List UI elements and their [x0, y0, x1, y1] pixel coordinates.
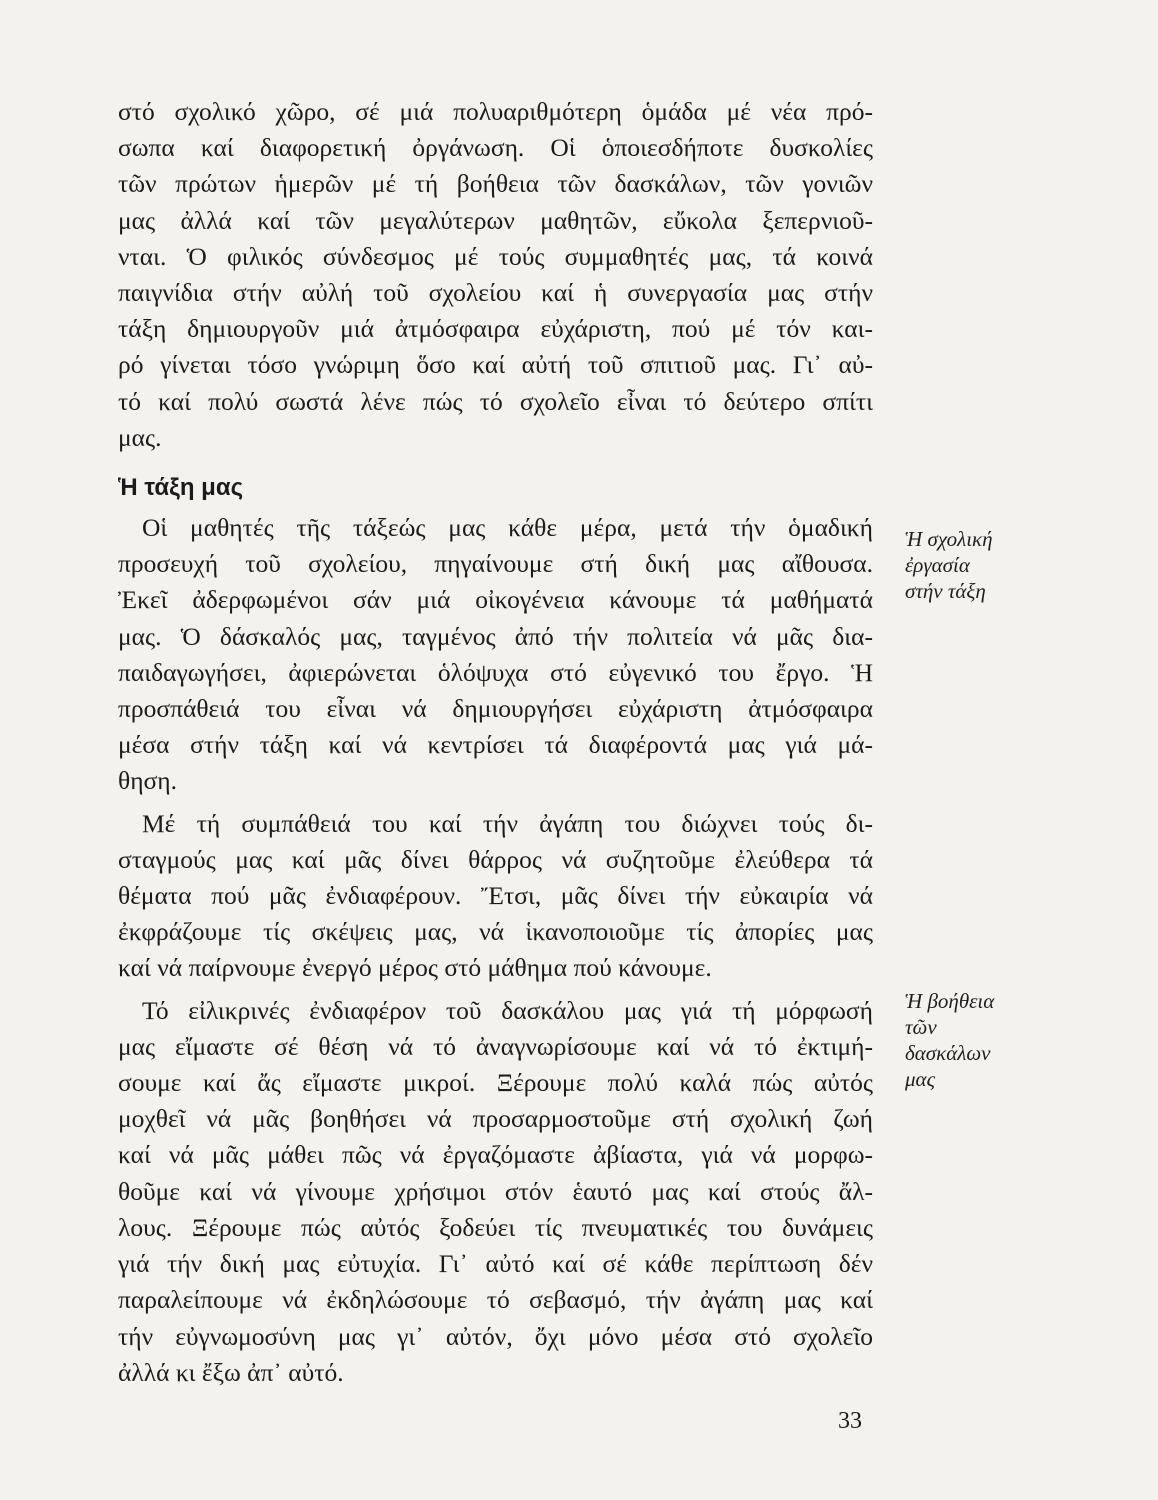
- text-line: καί νά παίρνουμε ἐνεργό μέρος στό μάθημα πού κάνουμε.: [118, 953, 712, 983]
- text-line: ἐκφράζουμε τίς σκέψεις μας, νά ἱκανοποιοῦμε τίς ἀπορίες μας: [118, 917, 873, 947]
- margin-note-line: Ἡ σχολική: [905, 527, 993, 551]
- paragraph-3: [118, 806, 873, 987]
- paragraph-4: [118, 993, 873, 1391]
- margin-note-line: ἐργασία: [905, 553, 970, 577]
- text-line: παιγνίδια στήν αὐλή τοῦ σχολείου καί ἡ συνεργασία μας στήν: [118, 278, 873, 308]
- text-line: καί νά μᾶς μάθει πῶς νά ἐργαζόμαστε ἀβίαστα, γιά νά μορφω-: [118, 1140, 873, 1170]
- margin-note-line: τῶν: [905, 1015, 937, 1039]
- section-heading: Ἡ τάξη μας: [118, 474, 244, 502]
- text-line: Οἱ μαθητές τῆς τάξεώς μας κάθε μέρα, μετά τήν ὁμαδική: [142, 513, 873, 543]
- text-line: Τό εἰλικρινές ἐνδιαφέρον τοῦ δασκάλου μας γιά τή μόρφωσή: [142, 995, 873, 1025]
- text-line: ρό γίνεται τόσο γνώριμη ὅσο καί αὐτή τοῦ σπιτιοῦ μας. Γι᾽ αὐ-: [118, 350, 873, 380]
- text-line: σωπα καί διαφορετική ὀργάνωση. Οἱ ὁποιεσδήποτε δυσκολίες: [118, 133, 873, 163]
- paragraph-2: [118, 510, 873, 800]
- margin-note-classroom-work: [905, 526, 993, 604]
- text-line: γιά τήν δική μας εὐτυχία. Γι᾽ αὐτό καί σέ κάθε περίπτωση δέν: [118, 1249, 873, 1279]
- text-line: Μέ τή συμπάθειά του καί τήν ἀγάπη του διώχνει τούς δι-: [142, 808, 873, 838]
- text-line: μέσα στήν τάξη καί νά κεντρίσει τά διαφέροντά μας γιά μά-: [118, 730, 873, 760]
- text-line: παιδαγωγήσει, ἀφιερώνεται ὁλόψυχα στό εὐγενικό του ἔργο. Ἡ: [118, 657, 873, 687]
- text-line: μας.: [118, 422, 162, 452]
- text-line: σταγμούς μας καί μᾶς δίνει θάρρος νά συζητοῦμε ἐλεύθερα τά: [118, 844, 873, 874]
- page-number: 33: [838, 1408, 862, 1434]
- text-line: σουμε καί ἄς εἴμαστε μικροί. Ξέρουμε πολύ καλά πώς αὐτός: [118, 1068, 873, 1098]
- text-line: θέματα πού μᾶς ἐνδιαφέρουν. Ἔτσι, μᾶς δίνει τήν εὐκαιρία νά: [118, 881, 873, 911]
- text-line: θηση.: [118, 766, 178, 796]
- margin-note-teachers-help: [905, 988, 994, 1092]
- text-line: νται. Ὁ φιλικός σύνδεσμος μέ τούς συμμαθητές μας, τά κοινά: [118, 241, 873, 271]
- text-line: μας εἴμαστε σέ θέση νά τό ἀναγνωρίσουμε καί νά τό ἐκτιμή-: [118, 1031, 873, 1061]
- text-line: προσευχή τοῦ σχολείου, πηγαίνουμε στή δική μας αἴθουσα.: [118, 549, 873, 579]
- margin-note-line: μας: [905, 1067, 936, 1091]
- text-line: τῶν πρώτων ἡμερῶν μέ τή βοήθεια τῶν δασκάλων, τῶν γονιῶν: [118, 169, 873, 199]
- margin-note-line: δασκάλων: [905, 1041, 991, 1065]
- text-line: μας ἀλλά καί τῶν μεγαλύτερων μαθητῶν, εὔκολα ξεπερνιοῦ-: [118, 205, 873, 235]
- text-line: τήν εὐγνωμοσύνη μας γι᾽ αὐτόν, ὄχι μόνο μέσα στό σχολεῖο: [118, 1321, 873, 1351]
- text-line: προσπάθειά του εἶναι νά δημιουργήσει εὐχάριστη ἀτμόσφαιρα: [118, 694, 873, 724]
- body-text: [118, 94, 873, 1391]
- margin-note-line: Ἡ βοήθεια: [905, 989, 995, 1013]
- text-line: στό σχολικό χῶρο, σέ μιά πολυαριθμότερη ὁμάδα μέ νέα πρό-: [118, 97, 873, 126]
- text-line: παραλείπουμε νά ἐκδηλώσουμε τό σεβασμό, τήν ἀγάπη μας καί: [118, 1285, 873, 1315]
- paragraph-1: [118, 94, 873, 456]
- text-line: τό καί πολύ σωστά λένε πώς τό σχολεῖο εἶναι τό δεύτερο σπίτι: [118, 386, 873, 416]
- margin-note-line: στήν τάξη: [905, 579, 986, 603]
- text-line: ἀλλά κι ἔξω ἀπ᾽ αὐτό.: [118, 1357, 344, 1387]
- text-line: λους. Ξέρουμε πώς αὐτός ξοδεύει τίς πνευματικές του δυνάμεις: [118, 1212, 873, 1242]
- text-line: Ἐκεῖ ἀδερφωμένοι σάν μιά οἰκογένεια κάνουμε τά μαθήματά: [118, 585, 873, 615]
- text-line: τάξη δημιουργοῦν μιά ἀτμόσφαιρα εὐχάριστη, πού μέ τόν και-: [118, 314, 873, 344]
- text-line: θοῦμε καί νά γίνουμε χρήσιμοι στόν ἑαυτό μας καί στούς ἄλ-: [118, 1176, 873, 1206]
- text-line: μας. Ὁ δάσκαλός μας, ταγμένος ἀπό τήν πολιτεία νά μᾶς δια-: [118, 621, 873, 651]
- text-line: μοχθεῖ νά μᾶς βοηθήσει νά προσαρμοστοῦμε στή σχολική ζωή: [118, 1104, 873, 1134]
